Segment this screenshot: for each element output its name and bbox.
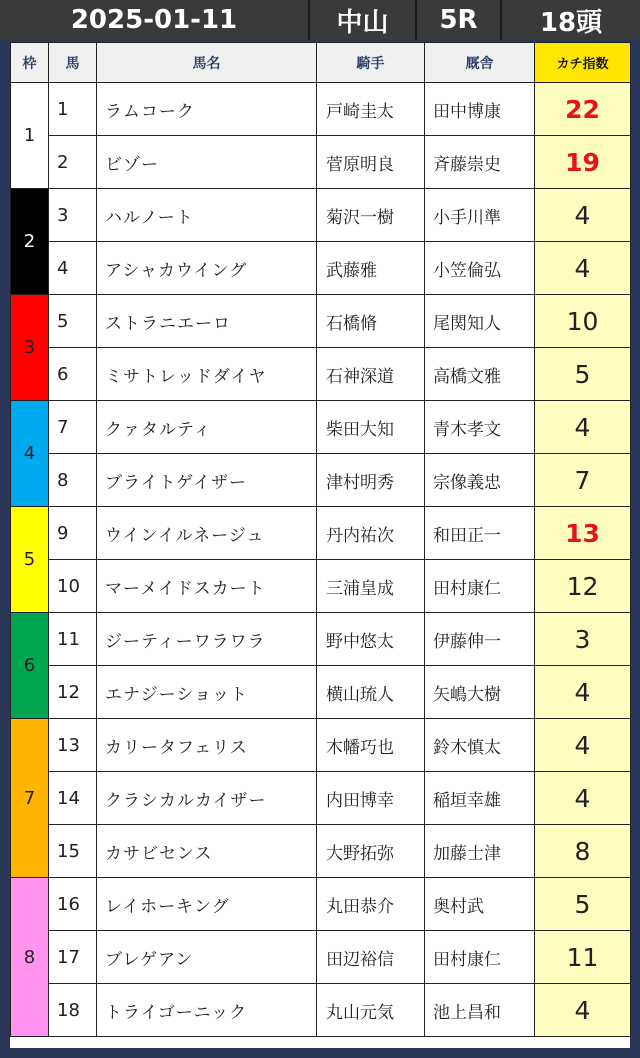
horse-name: マーメイドスカート [97,560,317,613]
jockey-name: 柴田大知 [317,401,425,454]
table-row [11,560,631,613]
trainer-name: 小手川準 [425,189,535,242]
col-horse-name: 馬名 [97,43,317,83]
waku-cell: 1 [11,83,49,189]
horse-name: エナジーショット [97,666,317,719]
kachi-index: 4 [535,666,631,719]
trainer-name: 矢嶋大樹 [425,666,535,719]
kachi-index: 8 [535,825,631,878]
kachi-index: 5 [535,878,631,931]
trainer-name: 尾関知人 [425,295,535,348]
horse-name: ラムコーク [97,83,317,136]
table-row [11,507,631,560]
col-trainer: 厩舎 [425,43,535,83]
trainer-name: 小笠倫弘 [425,242,535,295]
jockey-name: 戸崎圭太 [317,83,425,136]
table-row [11,348,631,401]
table-row [11,454,631,507]
horse-name: ハルノート [97,189,317,242]
kachi-index: 3 [535,613,631,666]
jockey-name: 丸山元気 [317,984,425,1037]
race-card-table [10,42,631,1037]
horse-name: レイホーキング [97,878,317,931]
horse-number: 11 [49,613,97,666]
horse-number: 18 [49,984,97,1037]
trainer-name: 田村康仁 [425,931,535,984]
table-row [11,825,631,878]
trainer-name: 伊藤伸一 [425,613,535,666]
horse-number: 17 [49,931,97,984]
waku-cell: 3 [11,295,49,401]
field-size: 18頭 [502,0,640,40]
horse-number: 7 [49,401,97,454]
race-card-panel [10,42,630,1048]
table-row [11,83,631,136]
trainer-name: 斉藤崇史 [425,136,535,189]
jockey-name: 丸田恭介 [317,878,425,931]
kachi-index: 4 [535,242,631,295]
jockey-name: 野中悠太 [317,613,425,666]
horse-name: カリータフェリス [97,719,317,772]
kachi-index: 4 [535,719,631,772]
col-jockey: 騎手 [317,43,425,83]
race-header [0,0,640,42]
race-number: 5R [417,0,502,40]
kachi-index: 4 [535,189,631,242]
kachi-index: 4 [535,401,631,454]
trainer-name: 加藤士津 [425,825,535,878]
horse-name: ビゾー [97,136,317,189]
kachi-index: 7 [535,454,631,507]
jockey-name: 津村明秀 [317,454,425,507]
horse-number: 1 [49,83,97,136]
col-kachi-index: カチ指数 [535,43,631,83]
horse-number: 15 [49,825,97,878]
waku-cell: 7 [11,719,49,878]
trainer-name: 池上昌和 [425,984,535,1037]
horse-name: カサビセンス [97,825,317,878]
trainer-name: 青木孝文 [425,401,535,454]
table-row [11,719,631,772]
entries-body [11,83,631,1037]
jockey-name: 武藤雅 [317,242,425,295]
horse-name: ジーティーワラワラ [97,613,317,666]
horse-name: アシャカウイング [97,242,317,295]
jockey-name: 石神深道 [317,348,425,401]
horse-name: ミサトレッドダイヤ [97,348,317,401]
horse-name: ストラニエーロ [97,295,317,348]
trainer-name: 田村康仁 [425,560,535,613]
jockey-name: 横山琉人 [317,666,425,719]
table-row [11,295,631,348]
horse-number: 16 [49,878,97,931]
horse-number: 14 [49,772,97,825]
table-row [11,772,631,825]
table-row [11,136,631,189]
kachi-index: 13 [535,507,631,560]
horse-name: クラシカルカイザー [97,772,317,825]
horse-number: 3 [49,189,97,242]
trainer-name: 鈴木慎太 [425,719,535,772]
table-row [11,242,631,295]
trainer-name: 稲垣幸雄 [425,772,535,825]
horse-name: ブライトゲイザー [97,454,317,507]
trainer-name: 奥村武 [425,878,535,931]
jockey-name: 菊沢一樹 [317,189,425,242]
waku-cell: 6 [11,613,49,719]
trainer-name: 高橋文雅 [425,348,535,401]
table-row [11,666,631,719]
horse-number: 8 [49,454,97,507]
col-waku: 枠 [11,43,49,83]
jockey-name: 内田博幸 [317,772,425,825]
jockey-name: 丹内祐次 [317,507,425,560]
waku-cell: 2 [11,189,49,295]
kachi-index: 19 [535,136,631,189]
jockey-name: 木幡巧也 [317,719,425,772]
horse-number: 4 [49,242,97,295]
table-row [11,401,631,454]
jockey-name: 三浦皇成 [317,560,425,613]
kachi-index: 10 [535,295,631,348]
waku-cell: 8 [11,878,49,1037]
jockey-name: 田辺裕信 [317,931,425,984]
horse-number: 10 [49,560,97,613]
kachi-index: 4 [535,772,631,825]
horse-number: 5 [49,295,97,348]
col-uma: 馬 [49,43,97,83]
horse-number: 9 [49,507,97,560]
horse-name: ブレゲアン [97,931,317,984]
table-header-row [11,43,631,83]
table-row [11,931,631,984]
waku-cell: 4 [11,401,49,507]
horse-number: 6 [49,348,97,401]
jockey-name: 石橋脩 [317,295,425,348]
waku-cell: 5 [11,507,49,613]
kachi-index: 11 [535,931,631,984]
jockey-name: 大野拓弥 [317,825,425,878]
table-row [11,189,631,242]
kachi-index: 5 [535,348,631,401]
race-venue: 中山 [310,0,417,40]
trainer-name: 田中博康 [425,83,535,136]
race-date: 2025-01-11 [0,0,310,40]
table-row [11,984,631,1037]
horse-number: 12 [49,666,97,719]
trainer-name: 宗像義忠 [425,454,535,507]
horse-name: ウインイルネージュ [97,507,317,560]
horse-number: 2 [49,136,97,189]
table-row [11,613,631,666]
kachi-index: 4 [535,984,631,1037]
kachi-index: 12 [535,560,631,613]
horse-name: クァタルティ [97,401,317,454]
kachi-index: 22 [535,83,631,136]
horse-name: トライゴーニック [97,984,317,1037]
horse-number: 13 [49,719,97,772]
table-row [11,878,631,931]
jockey-name: 菅原明良 [317,136,425,189]
trainer-name: 和田正一 [425,507,535,560]
